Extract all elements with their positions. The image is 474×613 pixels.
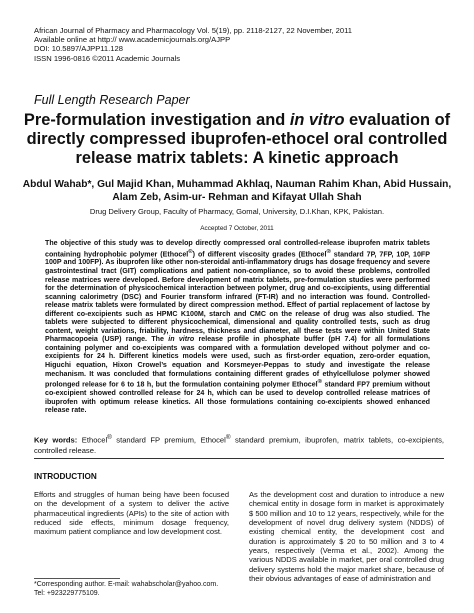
corresponding-author-footnote: *Corresponding author. E-mail: wahabscholar@yahoo.com. Tel: +923229775109. <box>34 581 219 597</box>
journal-citation: African Journal of Pharmacy and Pharmacology Vol. 5(19), pp. 2118-2127, 22 November, 2011 <box>34 26 352 35</box>
introduction-paragraph-continued: As the development cost and duration to introduce a new chemical entity in dosage form in market is approximately $ 500 million and 10 to 12 years, respectively, while for the development of novel drug delivery system (NDDS) of existing chemical entity, the development cost and duration is approximately $ 20 to 50 million and 3 to 4 years, respectively (Verma et al., 2002). Among the various NDDS available in market, per oral controlled drug delivery systems hold the major market share, because of their obvious advantages of ease of administration and <box>249 490 444 584</box>
footnote-divider <box>34 578 120 579</box>
journal-url: Available online at http:// www.academicjournals.org/AJPP <box>34 35 231 45</box>
keywords-text: standard premium, ibuprofen, matrix tablets, co-excipients, controlled release. <box>34 435 444 455</box>
journal-header <box>34 26 444 63</box>
keywords-text: standard FP premium, Ethocel <box>111 435 226 445</box>
keywords-label: Key words: <box>34 435 78 445</box>
abstract <box>45 239 430 415</box>
author-list: Abdul Wahab*, Gul Majid Khan, Muhammad Akhlaq, Nauman Rahim Khan, Abid Hussain, Alam Zeb, Asim-ur- Rehman and Kifayat Ullah Shah <box>22 179 452 203</box>
registered-mark: ® <box>317 379 323 386</box>
right-column <box>249 490 444 583</box>
accepted-date: Accepted 7 October, 2011 <box>200 225 274 232</box>
introduction-paragraph: Efforts and struggles of human being have been focused on the development of a system to deliver the active pharmaceutical ingredients (APIs) to the site of action with reduced side effects, minimum dosage frequency, maximum patient compliance and low development cost. <box>34 490 229 537</box>
keywords <box>34 433 444 456</box>
keywords-text: Ethocel <box>77 435 108 445</box>
introduction-heading: INTRODUCTION <box>34 472 97 481</box>
title-part2: evaluation of directly compressed ibuprofen-ethocel oral controlled release matrix tablets: A kinetic approach <box>26 111 451 167</box>
section-divider <box>34 458 444 459</box>
paper-title <box>14 111 460 168</box>
abstract-text: standard FP7 premium without co-excipient showed controlled release for 24 h, which can be used to develop controlled release matrices of ibuprofen with optimum release kinetics. All those formulations containing co-excipients showed enhanced release rate. <box>45 380 430 415</box>
registered-mark: ® <box>326 248 331 255</box>
abstract-text: The objective of this study was to develop directly compressed oral controlled-release ibuprofen matrix tablets containing hydrophobic polymer (Ethocel <box>45 239 430 258</box>
left-column <box>34 472 229 537</box>
abstract-italic: in vitro <box>168 335 195 344</box>
registered-mark: ® <box>107 434 112 441</box>
article-type: Full Length Research Paper <box>34 93 190 107</box>
abstract-text: standard 7P, 7FP, 10P, 10FP 100P and 100FP). As ibuprofen like other non-steroidal anti-inflammatory drugs has dosage frequency and severe gastrointestinal tract (GIT) complications and patient non-compliance, so to avoid these problems, controlled release matrices were developed. Before development of matrix tablets, pre-formulation studies were performed for the determination of physicochemical interaction between polymer, drug and co-excipients, using differential scanning calorimetry (DSC) and Fourier transform infrared (FT-IR) and no interaction was found. Controlled-release matrix tablets were formulated by direct compression method. Effect of partial replacement of lactose by different co-excipients such as HPMC K100M, starch and CMC on the release of drug was also studied. The tablets were subjected to different physicochemical, dimensional and quality controlled tests, such as drug content, weight variations, friability, hardness, thickness and diameter, all these tests were within United State Pharmacopoeia (USP) range. The <box>45 249 430 344</box>
affiliation: Drug Delivery Group, Faculty of Pharmacy, Gomal, University, D.I.Khan, KPK, Pakistan. <box>89 207 385 216</box>
title-part1: Pre-formulation investigation and <box>23 111 290 129</box>
registered-mark: ® <box>225 434 231 441</box>
title-italic: in vitro <box>289 111 345 129</box>
abstract-text: ) of different viscosity grades (Ethocel <box>192 249 327 258</box>
journal-doi: DOI: 10.5897/AJPP11.128 <box>34 44 123 54</box>
registered-mark: ® <box>188 248 193 255</box>
journal-issn: ISSN 1996-0816 ©2011 Academic Journals <box>34 53 181 63</box>
abstract-text: release profile in phosphate buffer (pH 7.4) for all formulations containing polymer and co-excipients was compared with a formulation developed without polymer and co-excipients for 24 h. Different kinetics models were used, such as first-order equation, zero-order equation, Higuchi equation, Hixon Crowel’s equation and Korsmeyer-Peppas to study and investigate the release mechanism. It was concluded that formulations containing different grades of ethylcellulose polymer showed prolonged release for 6 to 18 h, but the formulation containing polymer Ethocel <box>45 335 430 389</box>
